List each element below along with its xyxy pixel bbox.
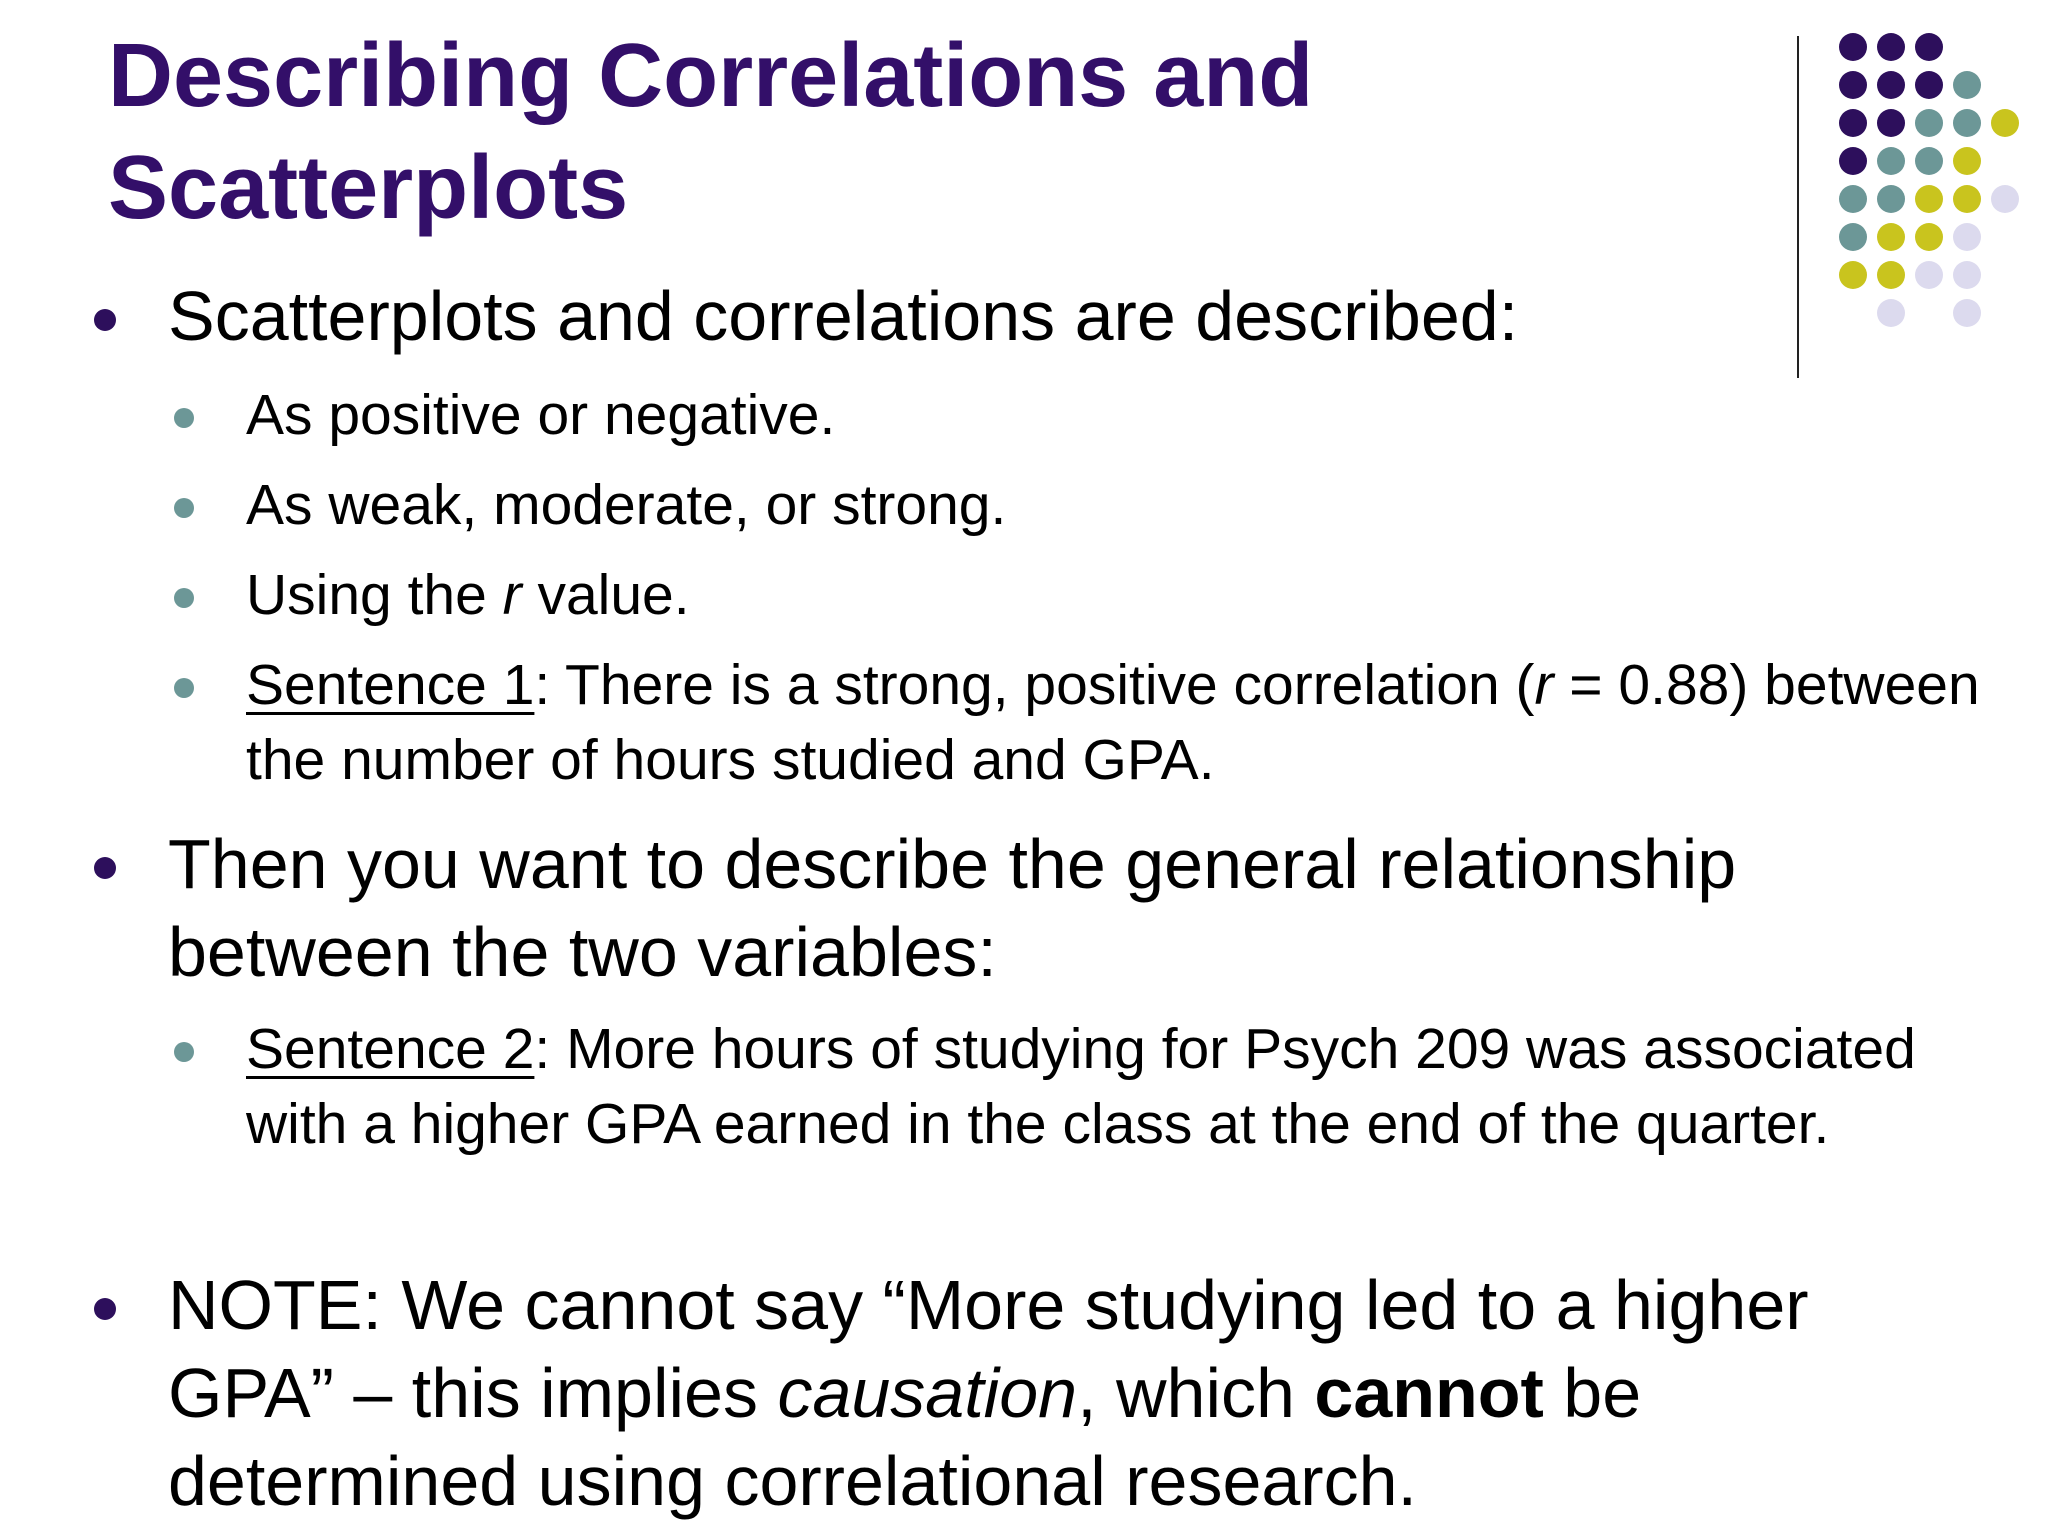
- decorative-dot: [1915, 185, 1943, 213]
- emphasis-cannot: cannot: [1314, 1354, 1544, 1432]
- decorative-dot: [1877, 147, 1905, 175]
- emphasis-causation: causation: [777, 1354, 1078, 1432]
- bullet-dot: [94, 1298, 116, 1320]
- sub-bullet-text: As weak, moderate, or strong.: [246, 473, 1007, 537]
- sub-bullet-dot: [174, 588, 194, 608]
- decorative-dot: [1953, 71, 1981, 99]
- decorative-dot: [1877, 109, 1905, 137]
- sub-bullet-text: [246, 1012, 1996, 1162]
- sub-bullet-text: [246, 558, 2006, 633]
- decorative-dot: [1877, 185, 1905, 213]
- decorative-dot: [1953, 109, 1981, 137]
- sub-bullet-text: [246, 648, 2006, 798]
- decorative-dot: [1839, 185, 1867, 213]
- decorative-dot: [1839, 223, 1867, 251]
- slide-title: Describing Correlations and Scatterplots: [108, 26, 1314, 238]
- decorative-dot: [1839, 109, 1867, 137]
- note-text: [168, 1261, 1958, 1525]
- text-run: Using the: [246, 563, 503, 627]
- decorative-dot: [1915, 223, 1943, 251]
- bullet-dot: [94, 857, 116, 879]
- sentence-label: Sentence 1: [246, 653, 535, 717]
- decorative-dot: [1877, 33, 1905, 61]
- decorative-dot: [1877, 71, 1905, 99]
- text-run: : More hours of studying for Psych 209 was associated with a higher GPA earned in the class at the end of the quarter.: [246, 1017, 1916, 1156]
- sub-bullet-dot: [174, 1042, 194, 1062]
- decorative-dot: [1877, 223, 1905, 251]
- decorative-dot: [1839, 147, 1867, 175]
- bullet-text: Scatterplots and correlations are described:: [168, 277, 1519, 355]
- decorative-dot: [1953, 185, 1981, 213]
- text-run: , which: [1077, 1354, 1315, 1432]
- text-run: : There is a strong, positive correlation (: [534, 653, 1535, 717]
- decorative-dot: [1915, 147, 1943, 175]
- sub-bullet-dot: [174, 678, 194, 698]
- sub-bullet-text: As positive or negative.: [246, 383, 836, 447]
- r-symbol: r: [1534, 653, 1554, 717]
- bullet-text: Then you want to describe the general relationship between the two variables:: [168, 825, 1737, 991]
- sub-bullet-dot: [174, 498, 194, 518]
- sub-bullet-dot: [174, 408, 194, 428]
- sentence-label: Sentence 2: [246, 1017, 535, 1081]
- decorative-dot: [1991, 185, 2019, 213]
- decorative-dot: [1839, 71, 1867, 99]
- text-run: = 0.88) between the number of hours studied and GPA.: [246, 653, 1980, 792]
- decorative-dot: [1839, 33, 1867, 61]
- decorative-dot: [1915, 71, 1943, 99]
- decorative-dot: [1953, 147, 1981, 175]
- text-run: be determined using correlational research.: [168, 1354, 1642, 1520]
- decorative-dot: [1915, 109, 1943, 137]
- text-run: value.: [521, 563, 690, 627]
- decorative-dot: [1915, 33, 1943, 61]
- text-run: NOTE: We cannot say “More studying led to a higher GPA” – this implies: [168, 1266, 1809, 1432]
- decorative-dot: [1991, 109, 2019, 137]
- decorative-dot: [1953, 223, 1981, 251]
- r-symbol: r: [502, 563, 522, 627]
- bullet-dot: [94, 309, 116, 331]
